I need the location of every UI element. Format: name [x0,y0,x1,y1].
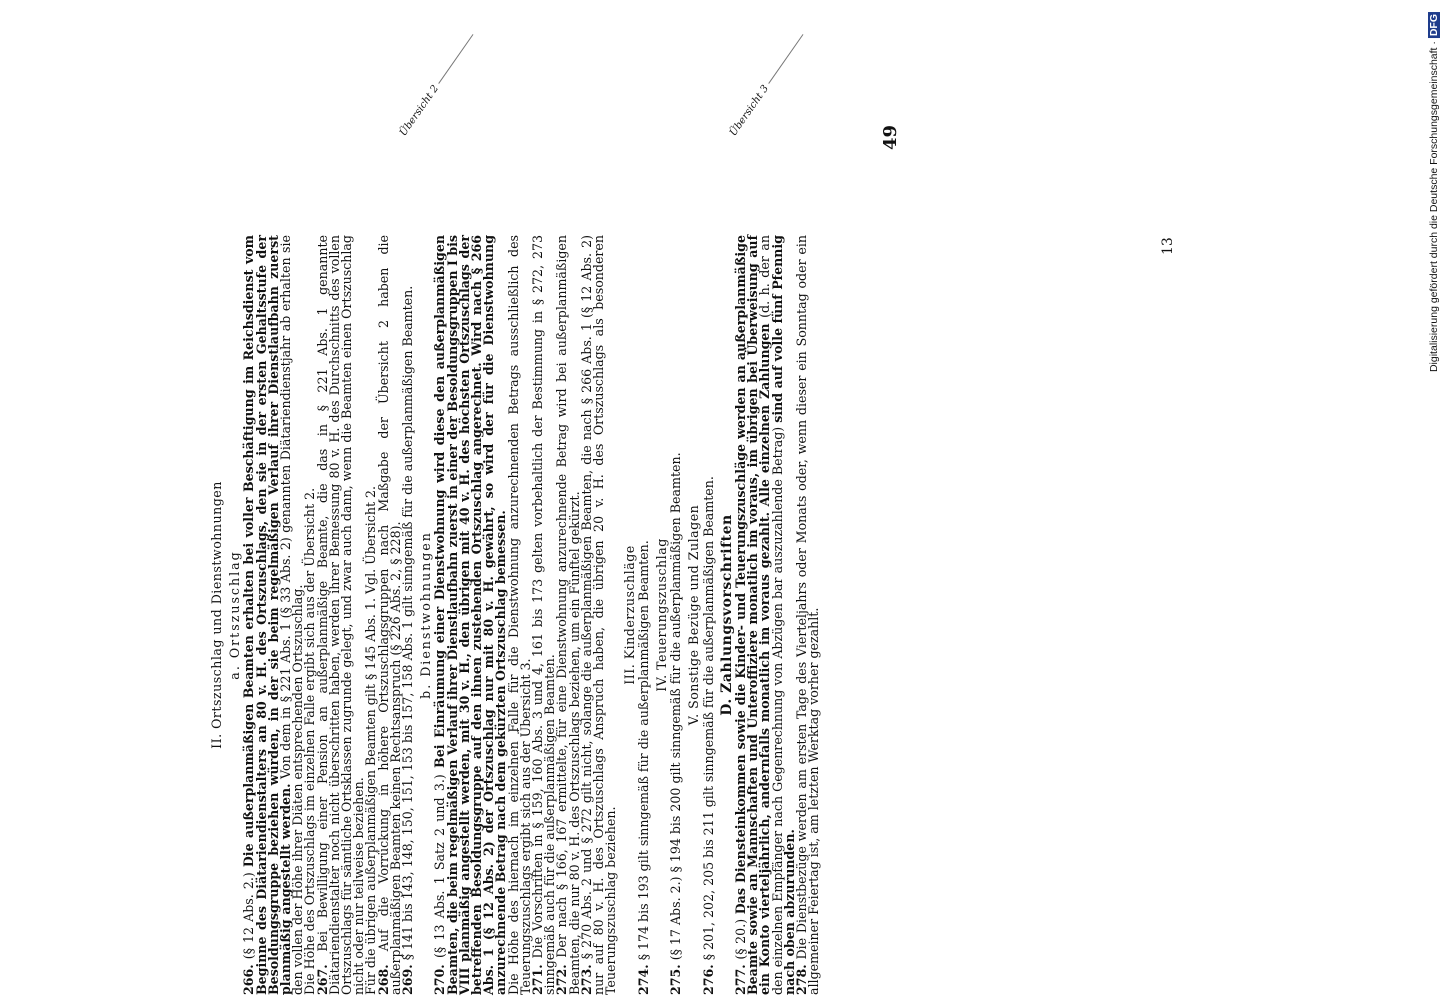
heading-section-III: III. Kinderzuschläge [621,545,637,685]
paragraph-268: 268. Auf die Vorrückung in höhere Ortszuschlagsgruppen nach Maßgabe der Übersicht 2 haben die außerplanmäßigen Beamten keinen Rechtsanspruch (§ 226 Abs. 2, § 228). [375,235,403,995]
digitization-credit: Digitalisierung gefördert durch die Deutsche Forschungsgemeinschaft · DFG [1428,14,1440,373]
heading-section-D: D. Zahlungsvorschriften [718,514,735,716]
paragraph-270-note: Die Höhe des hiernach im einzelnen Falle für die Dienstwohnung anzurechnenden Betrags ausschließlich des Teuerungszuschlags ergibt sich aus der Übersicht 3. [505,235,533,995]
paragraph-275: 275. (§ 17 Abs. 2.) § 194 bis 200 gilt sinngemäß für die außerplanmäßigen Beamten. [668,452,684,995]
dfg-logo: DFG [1428,14,1440,37]
sheet-number: 13 [1160,237,1176,255]
page-number: 49 [880,124,901,150]
paragraph-267: 267. Bei Bewilligung einer Pension an außerplanmäßige Beamte, die das in § 221 Abs. 1 genannte Diätariendienstalter noch nicht überschritten haben, werden ihrer Bemessung 80 v. H. des Durchschnitts des vollen Ortszuschlags für sämtliche Ortsklassen zugrunde gelegt, und zwar auch dann, wenn die Beamten einen Ortszuschlag nicht oder nur teilweise beziehen. [314,235,367,995]
paragraph-278: 278. Die Dienstbezüge werden am ersten Tage des Vierteljahrs oder Monats oder, wenn dieser ein Sonntag oder ein allgemeiner Feiertag ist, am letzten Werktag vorher gezahlt. [793,235,822,995]
rotated-text-block [205,215,1205,995]
heading-section-V: V. Sonstige Bezüge und Zulagen [686,504,702,726]
subheading-dienstwohnungen: b. Dienstwohnungen [418,531,434,699]
paragraph-267-note: Für die übrigen außerplanmäßigen Beamten gilt § 145 Abs. 1. Vgl. Übersicht 2. [363,485,379,995]
paragraph-273: 273. § 270 Abs. 2 und § 272 gilt nicht, solange die außerplanmäßigen Beamten, die nach § 266 Abs. 1 (§ 12 Abs. 2) nur auf 80 v. H. des Ortszuschlags Anspruch haben, die übrigen 20 v. H. des Ortszuschlags als besonderen Teuerungszuschlag beziehen. [578,234,619,995]
paragraph-266: 266. (§ 12 Abs. 2.) Die außerplanmäßigen Beamten erhalten bei voller Beschäftigung im Reichsdienst vom Beginne des Diätariendienstalters an 80 v. H. des Ortszuschlags, den sie in der ersten Gehaltsstufe der Besoldungsgruppe beziehen würden, in der sie beim regelmäßigen Verlauf ihrer Dienstlaufbahn zuerst planmäßig angestellt werden. Von dem in § 221 Abs. 1 (§ 33 Abs. 2) genannten Diätariendienstjahr ab erhalten sie den vollen der Höhe ihrer Diäten entsprechenden Ortszuschlag. [241,235,306,995]
paragraph-269: 269. § 141 bis 143, 148, 150, 151, 153 bis 157, 158 Abs. 1 gilt sinngemäß für die außerplanmäßigen Beamten. [400,285,416,995]
subheading-ortszuschlag: a. Ortszuschlag [227,550,243,680]
paragraph-270: 270. (§ 13 Abs. 1 Satz 2 und 3.) Bei Einräumung einer Dienstwohnung wird diese den außerplanmäßigen Beamten, die beim regelmäßigen Verlauf ihrer Dienstlaufbahn zuerst in einer der Besoldungsgruppen I bis VIII planmäßig angestellt werden, mit 30 v. H., den übrigen mit 40 v. H. des höchsten Ortszuschlags der betreffenden Besoldungsgruppe auf den ihnen zustehenden Ortszuschlag angerechnet. Wird nach § 266 Abs. 1 (§ 12 Abs. 2) der Ortszuschlag nur mit 80 v. H. gewährt, so wird der für die Dienstwohnung anzurechnende Betrag nach dem gekürzten Ortszuschlag bemessen. [432,234,509,995]
paragraph-266-note: Die Höhe des Ortszuschlags im einzelnen Falle ergibt sich aus der Übersicht 2. [302,487,318,995]
margin-note-uebersicht-2: Übersicht 2 [398,31,478,138]
heading-section-IV: IV. Teuerungszuschlag [653,538,669,692]
paragraph-277: 277. (§ 20.) Das Diensteinkommen sowie die Kinder- und Teuerungszuschläge werden an außerplanmäßige Beamte sowie an Mannschaften und Unteroffiziere monatlich im voraus, im übrigen bei Überweisung auf ein Konto vierteljährlich, andernfalls monatlich im voraus gezahlt. Alle einzelnen Zahlungen (d. h. der an den einzelnen Empfänger nach Gegenrechnung von Abzügen bar auszuzahlende Betrag) sind auf volle fünf Pfennig nach oben abzurunden. [732,235,797,995]
paragraph-274: 274. § 174 bis 193 gilt sinngemäß für die außerplanmäßigen Beamten. [635,540,651,995]
paragraph-271: 271. Die Vorschriften in § 159, 160 Abs. 3 und 4, 161 bis 173 gelten vorbehaltlich der Bestimmung in § 272, 273 sinngemäß auch für die außerplanmäßigen Beamten. [530,235,558,995]
margin-note-uebersicht-3: Übersicht 3 [728,31,808,138]
paragraph-276: 276. § 201, 202, 205 bis 211 gilt sinngemäß für die außerplanmäßigen Beamten. [700,476,716,995]
text-column [205,235,820,995]
heading-section-II: II. Ortszuschlag und Dienstwohnungen [209,481,224,749]
paragraph-272: 272. Der nach § 166, 167 ermittelte, für eine Dienstwohnung anzurechnende Betrag wird bei außerplanmäßigen Beamten, die nur 80 v. H. des Ortszuschlags beziehen, um ein Fünftel gekürzt. [554,235,582,995]
